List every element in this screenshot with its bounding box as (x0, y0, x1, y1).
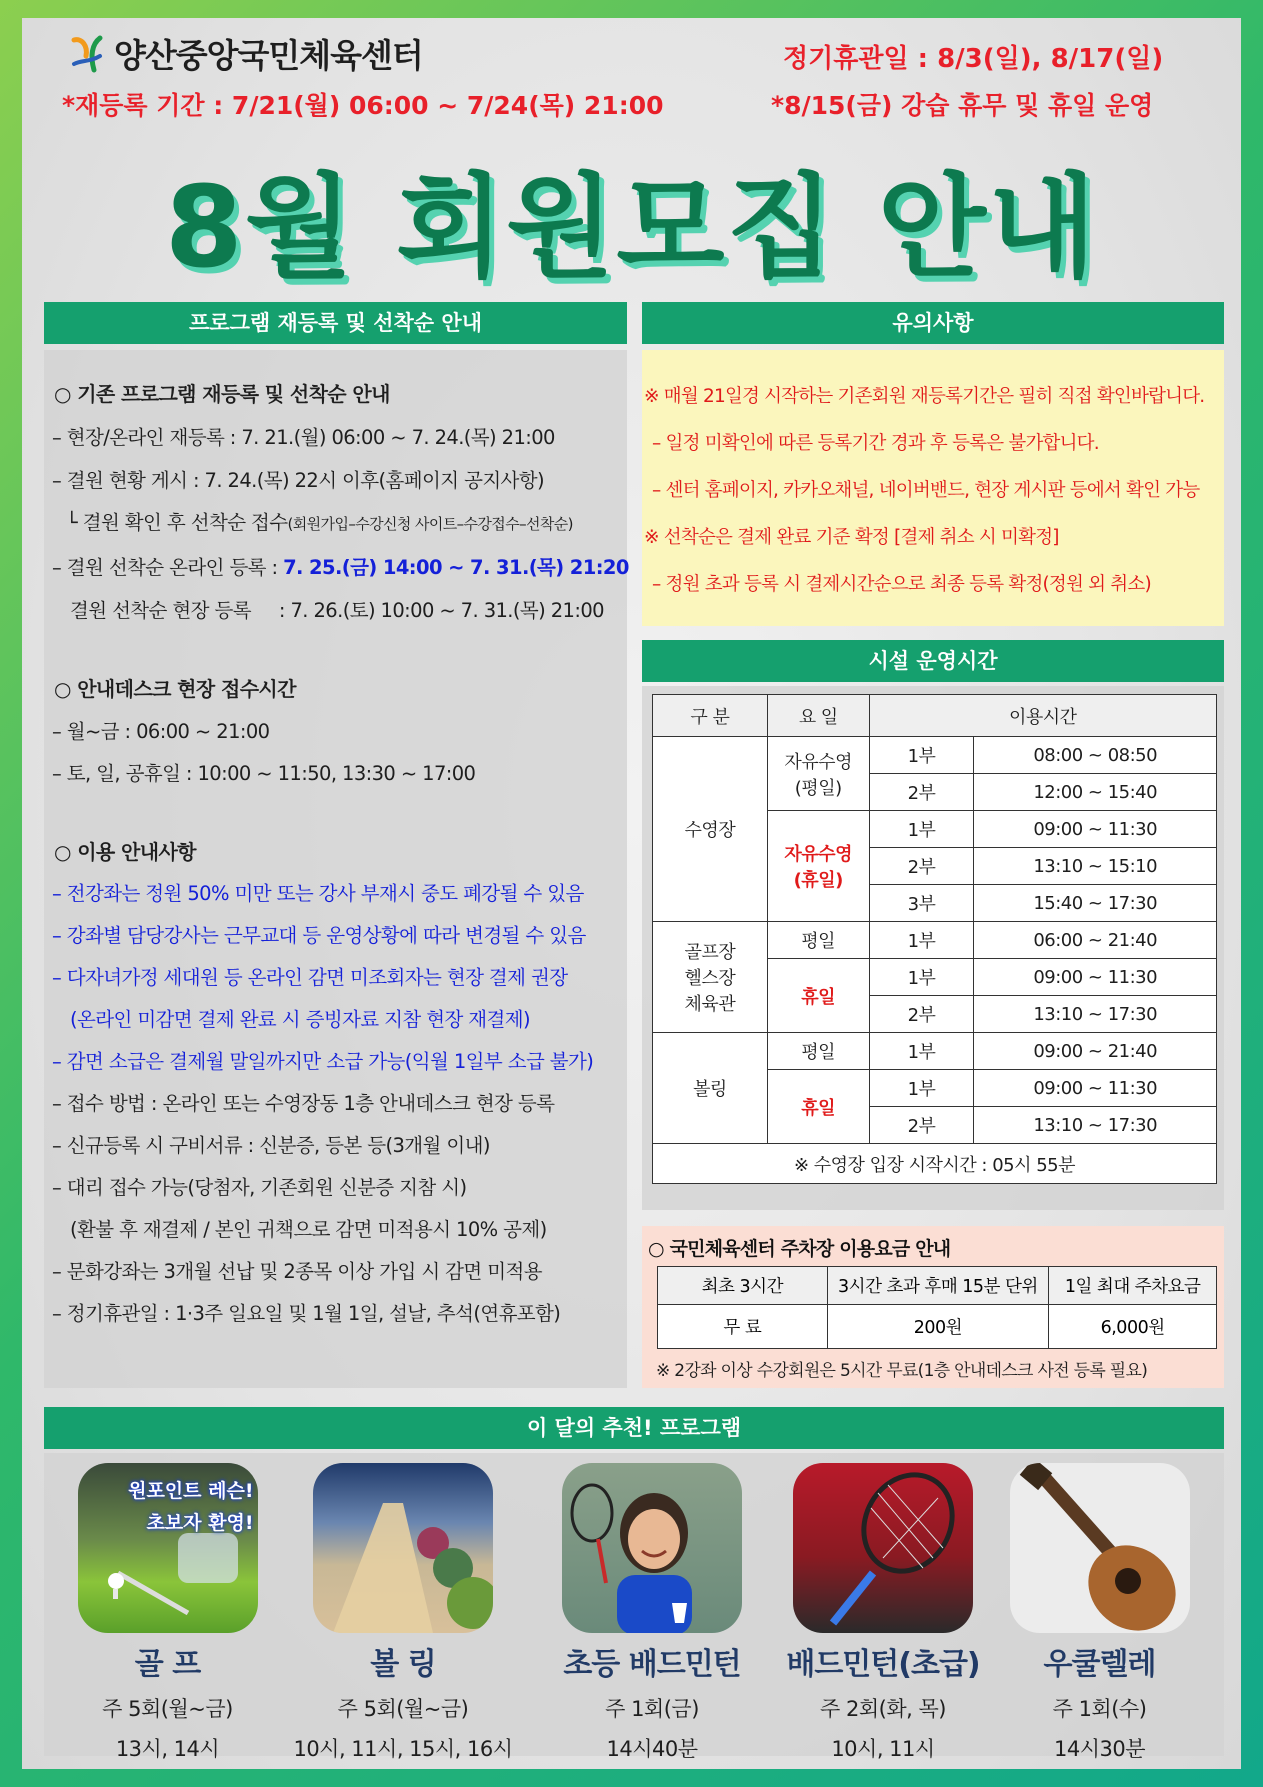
usage-line: – 문화강좌는 3개월 선납 및 2종목 이상 가입 시 감면 미적용 (52, 1260, 542, 1283)
program-schedule: 주 5회(월~금) (102, 1697, 233, 1721)
time-cell: 12:00 ~ 15:40 (974, 774, 1217, 811)
program-card-golf[interactable] (65, 1463, 270, 1763)
day-cell: 자유수영 (휴일) (767, 811, 869, 922)
session-cell: 1부 (869, 737, 974, 774)
time-cell: 08:00 ~ 08:50 (974, 737, 1217, 774)
schedule-footnote: ※ 수영장 입장 시작시간 : 05시 55분 (653, 1144, 1217, 1184)
program-card-badminton[interactable] (768, 1463, 998, 1763)
parking-note: ※ 2강좌 이상 수강회원은 5시간 무료(1층 안내데스크 사전 등록 필요) (656, 1361, 1148, 1381)
desk-line: – 토, 일, 공휴일 : 10:00 ~ 11:50, 13:30 ~ 17:00 (52, 762, 476, 785)
program-card-ukulele[interactable] (997, 1463, 1202, 1763)
holiday-notice: *8/15(금) 강습 휴무 및 휴일 운영 (771, 91, 1154, 120)
col-header: 이용시간 (869, 695, 1216, 737)
online-registration-period: 7. 25.(금) 14:00 ~ 7. 31.(목) 21:20 (283, 556, 629, 579)
registration-heading: 프로그램 재등록 및 선착순 안내 (44, 302, 627, 344)
parking-header: 1일 최대 주차요금 (1049, 1267, 1217, 1305)
program-time: 10시, 11시 (831, 1737, 935, 1761)
time-cell: 09:00 ~ 21:40 (974, 1033, 1217, 1070)
parking-table (657, 1266, 1217, 1349)
schedule-panel (642, 686, 1224, 1210)
bowling-ball-icon (313, 1463, 493, 1633)
col-header: 요 일 (767, 695, 869, 737)
session-cell: 2부 (869, 1107, 974, 1144)
program-schedule: 주 1회(금) (605, 1697, 699, 1721)
schedule-heading: 시설 운영시간 (642, 640, 1224, 682)
day-cell: 평일 (767, 1033, 869, 1070)
reregister-period: *재등록 기간 : 7/21(월) 06:00 ~ 7/24(목) 21:00 (62, 91, 664, 120)
usage-line: – 정기휴관일 : 1·3주 일요일 및 1월 1일, 설날, 추석(연휴포함) (52, 1302, 561, 1325)
program-schedule: 주 5회(월~금) (337, 1697, 469, 1721)
day-cell: 휴일 (767, 959, 869, 1033)
time-cell: 09:00 ~ 11:30 (974, 959, 1217, 996)
program-time: 14시40분 (606, 1737, 698, 1761)
session-cell: 1부 (869, 959, 974, 996)
time-cell: 13:10 ~ 15:10 (974, 848, 1217, 885)
session-cell: 2부 (869, 848, 974, 885)
session-cell: 1부 (869, 922, 974, 959)
usage-section-title: ○ 이용 안내사항 (54, 840, 196, 864)
golf-badge: 원포인트 레슨! (128, 1480, 254, 1502)
usage-line: – 감면 소급은 결제월 말일까지만 소급 가능(익월 1일부 소급 불가) (52, 1050, 594, 1073)
center-name: 양산중앙국민체육센터 (114, 36, 423, 75)
kids-badminton-photo (562, 1463, 742, 1633)
notice-panel (642, 350, 1224, 626)
usage-line: – 접수 방법 : 온라인 또는 수영장동 1층 안내데스크 현장 등록 (52, 1092, 555, 1115)
time-cell: 15:40 ~ 17:30 (974, 885, 1217, 922)
category-cell: 골프장 헬스장 체육관 (653, 922, 768, 1033)
notice-line: ※ 매월 21일경 시작하는 기존회원 재등록기간은 필히 직접 확인바랍니다. (644, 386, 1205, 407)
rereg-line: – 결원 현황 게시 : 7. 24.(목) 22시 이후(홈페이지 공지사항) (52, 469, 545, 492)
rereg-section-title: ○ 기존 프로그램 재등록 및 선착순 안내 (54, 382, 390, 406)
registration-panel (44, 350, 627, 1388)
day-cell: 자유수영 (평일) (767, 737, 869, 811)
rereg-line: 결원 선착순 현장 등록 : 7. 26.(토) 10:00 ~ 7. 31.(목) 21:00 (70, 599, 604, 622)
program-name: 초등 배드민턴 (563, 1647, 741, 1682)
day-cell: 휴일 (767, 1070, 869, 1144)
page-title: 8월 회원모집 안내 (164, 163, 1099, 293)
notice-line: – 일정 미확인에 따른 등록기간 경과 후 등록은 불가합니다. (652, 433, 1099, 454)
notice-line: ※ 선착순은 결제 완료 기준 확정 [결제 취소 시 미확정] (644, 527, 1059, 548)
usage-line: – 다자녀가정 세대원 등 온라인 감면 미조회자는 현장 결제 권장 (52, 966, 568, 989)
parking-fee: 6,000원 (1049, 1305, 1217, 1349)
category-cell: 볼링 (653, 1033, 768, 1144)
program-name: 골 프 (134, 1647, 201, 1682)
parking-fee: 200원 (827, 1305, 1049, 1349)
rereg-line (66, 507, 573, 535)
program-name: 볼 링 (370, 1647, 436, 1682)
notice-line: – 센터 홈페이지, 카카오채널, 네이버밴드, 현장 게시판 등에서 확인 가능 (652, 480, 1200, 501)
usage-line: – 강좌별 담당강사는 근무교대 등 운영상황에 따라 변경될 수 있음 (52, 924, 586, 947)
logo-icon (70, 34, 106, 74)
time-cell: 13:10 ~ 17:30 (974, 1107, 1217, 1144)
program-time: 13시, 14시 (115, 1737, 220, 1761)
session-cell: 2부 (869, 774, 974, 811)
usage-line: (온라인 미감면 결제 완료 시 증빙자료 지참 현장 재결제) (70, 1008, 531, 1031)
program-card-kids-badminton[interactable] (537, 1463, 767, 1763)
programs-heading: 이 달의 추천! 프로그램 (44, 1407, 1224, 1449)
program-name: 우쿨렐레 (1043, 1647, 1156, 1682)
col-header: 구 분 (653, 695, 768, 737)
program-schedule: 주 1회(수) (1052, 1697, 1147, 1721)
session-cell: 1부 (869, 811, 974, 848)
bowling-photo (313, 1463, 493, 1633)
rereg-subtext: (회원가입–수강신청 사이트–수강접수–선착순) (287, 515, 573, 533)
program-schedule: 주 2회(화, 목) (820, 1697, 946, 1721)
parking-fee: 무 료 (658, 1305, 828, 1349)
usage-line: – 전강좌는 정원 50% 미만 또는 강사 부재시 중도 폐강될 수 있음 (52, 882, 584, 905)
usage-line: (환불 후 재결제 / 본인 귀책으로 감면 미적용시 10% 공제) (70, 1218, 547, 1241)
closed-days: 정기휴관일 : 8/3(일), 8/17(일) (783, 44, 1164, 74)
usage-line: – 대리 접수 가능(당첨자, 기존회원 신분증 지참 시) (52, 1176, 467, 1199)
parking-header: 최초 3시간 (658, 1267, 828, 1305)
usage-line: – 신규등록 시 구비서류 : 신분증, 등본 등(3개월 이내) (52, 1134, 490, 1157)
center-logo (70, 30, 423, 77)
rereg-line: – 현장/온라인 재등록 : 7. 21.(월) 06:00 ~ 7. 24.(목) 21:00 (52, 426, 555, 449)
child-player-icon (562, 1463, 742, 1633)
program-time: 10시, 11시, 15시, 16시 (293, 1737, 513, 1761)
session-cell: 2부 (869, 996, 974, 1033)
program-name: 배드민턴(초급) (786, 1647, 980, 1682)
time-cell: 13:10 ~ 17:30 (974, 996, 1217, 1033)
racket-icon (793, 1463, 973, 1633)
time-cell: 09:00 ~ 11:30 (974, 811, 1217, 848)
rereg-text: – 결원 선착순 온라인 등록 : (52, 556, 284, 579)
parking-header: 3시간 초과 후매 15분 단위 (827, 1267, 1049, 1305)
session-cell: 1부 (869, 1070, 974, 1107)
notice-line: – 정원 초과 등록 시 결제시간순으로 최종 등록 확정(정원 외 취소) (652, 574, 1151, 595)
desk-line: – 월~금 : 06:00 ~ 21:00 (52, 720, 270, 743)
time-cell: 06:00 ~ 21:40 (974, 922, 1217, 959)
desk-section-title: ○ 안내데스크 현장 접수시간 (54, 677, 296, 701)
rereg-text: └ 결원 확인 후 선착순 접수 (66, 511, 288, 534)
badminton-photo (793, 1463, 973, 1633)
rereg-line (52, 552, 629, 580)
notice-heading: 유의사항 (642, 302, 1224, 344)
session-cell: 1부 (869, 1033, 974, 1070)
day-cell: 평일 (767, 922, 869, 959)
time-cell: 09:00 ~ 11:30 (974, 1070, 1217, 1107)
ukulele-photo (1010, 1463, 1190, 1633)
golf-photo (78, 1463, 258, 1633)
program-time: 14시30분 (1053, 1737, 1145, 1761)
parking-panel (642, 1226, 1224, 1388)
category-cell: 수영장 (653, 737, 768, 922)
program-card-bowling[interactable] (288, 1463, 518, 1763)
golf-badge: 초보자 환영! (146, 1512, 254, 1534)
parking-title: ○ 국민체육센터 주차장 이용요금 안내 (648, 1238, 951, 1260)
schedule-table (652, 694, 1217, 1184)
ukulele-icon (1010, 1463, 1190, 1633)
session-cell: 3부 (869, 885, 974, 922)
